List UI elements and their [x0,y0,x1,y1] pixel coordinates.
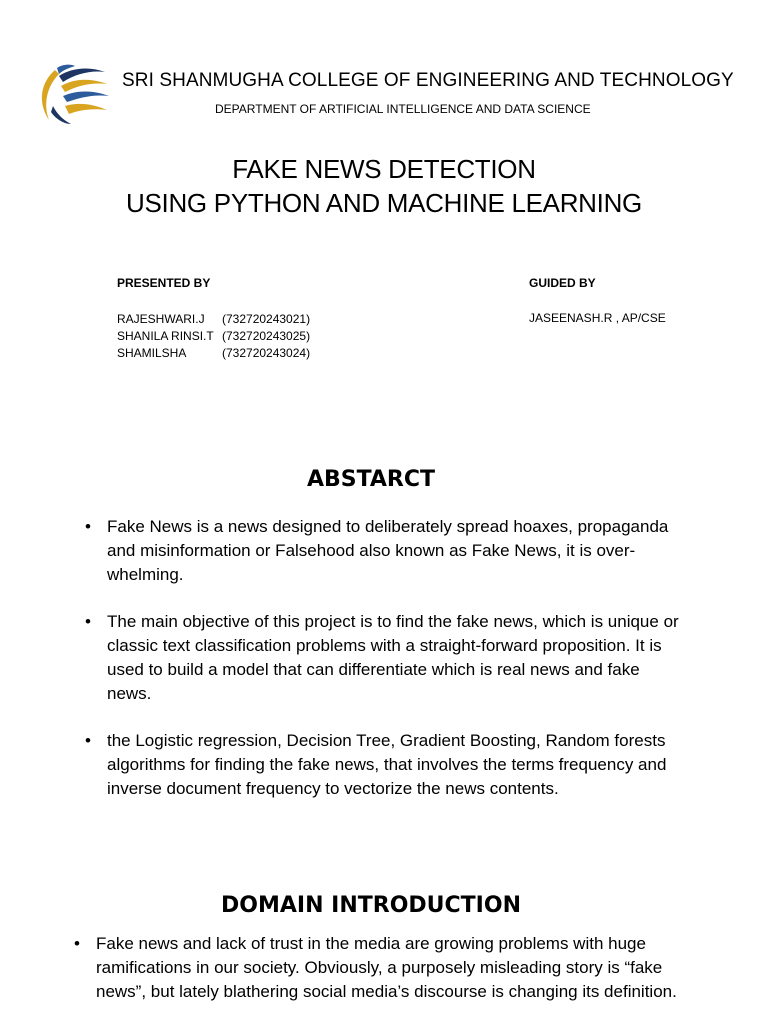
member-name: SHANILA RINSI.T [117,329,214,343]
guided-by-heading: GUIDED BY [529,276,596,290]
list-item: • Fake news and lack of trust in the media are growing problems with huge ramifications in our society. Obviously, a purposely misleading story is “fake news”, but lately blathering social media’s discourse is changing its definition. [74,932,714,1004]
member-id: (732720243021) [222,312,311,326]
member-name: RAJESHWARI.J [117,312,205,326]
abstract-heading: ABSTARCT [306,467,436,492]
college-name: SRI SHANMUGHA COLLEGE OF ENGINEERING AND TECHNOLOGY [122,70,734,91]
list-item: • Fake News is a news designed to deliberately spread hoaxes, propaganda and misinformation or Falsehood also known as Fake News, it is over-whelming. [85,515,685,587]
college-logo [33,62,113,132]
list-item: • the Logistic regression, Decision Tree, Gradient Boosting, Random forests algorithms for finding the fake news, that involves the terms frequency and inverse document frequency to vectorize the news contents. [85,729,685,801]
member-row [117,345,310,362]
domain-introduction-heading: DOMAIN INTRODUCTION [221,893,521,918]
department-name: DEPARTMENT OF ARTIFICIAL INTELLIGENCE AND DATA SCIENCE [215,102,591,116]
member-list [117,311,310,362]
presented-by-heading: PRESENTED BY [117,276,211,290]
member-id: (732720243025) [222,329,311,343]
member-name: SHAMILSHA [117,346,187,360]
member-id: (732720243024) [222,346,311,360]
abstract-bullet-list [85,515,685,824]
college-logo-icon [33,62,113,132]
guide-name: JASEENASH.R , AP/CSE [529,311,666,325]
title-line-1: FAKE NEWS DETECTION [232,154,536,184]
title-line-2: USING PYTHON AND MACHINE LEARNING [126,188,642,218]
member-row [117,328,310,345]
list-item: • The main objective of this project is to find the fake news, which is unique or classic text classification problems with a straight-forward proposition. It is used to build a model that can differentiate which is real news and fake news. [85,610,685,706]
domain-bullet-list [74,932,714,1004]
member-row [117,311,310,328]
